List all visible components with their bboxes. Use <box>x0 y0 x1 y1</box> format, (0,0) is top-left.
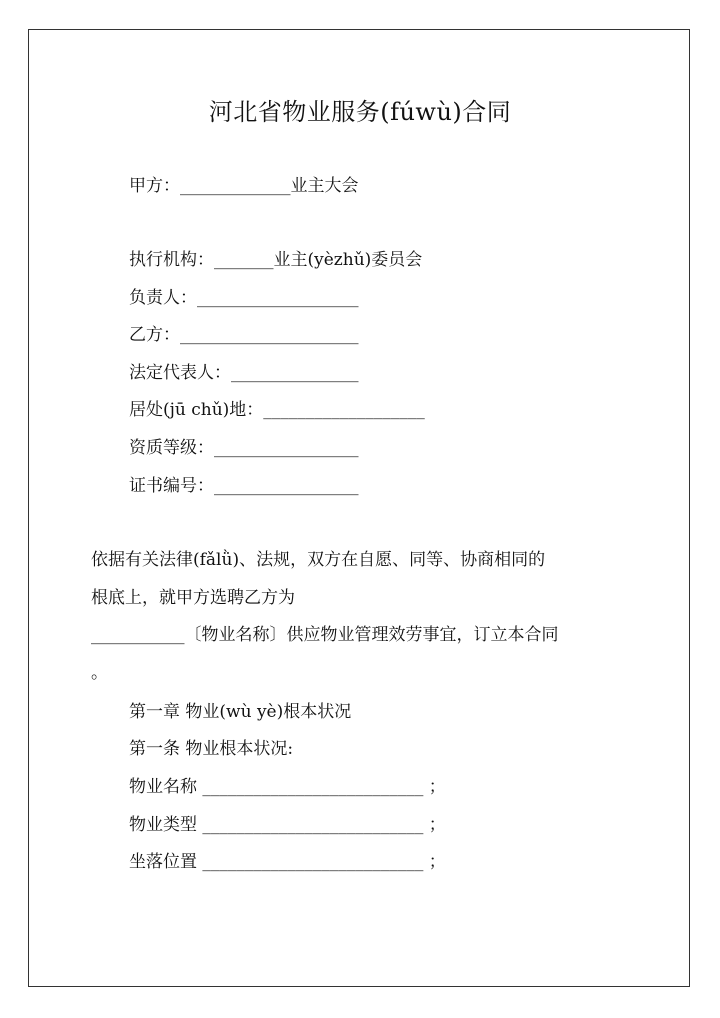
person-in-charge-line: 负责人：___________________ <box>129 288 359 308</box>
chapter-heading: 第一章 物业(wù yè)根本状况 <box>129 702 352 722</box>
qualification-line: 资质等级：_________________ <box>129 438 359 458</box>
party-a-line: 甲方：_____________业主大会 <box>129 176 359 196</box>
certificate-no-line: 证书编号：_________________ <box>129 476 359 496</box>
address-line: 居处(jū chǔ)地：___________________ <box>129 400 425 420</box>
article-heading: 第一条 物业根本状况: <box>129 739 294 759</box>
property-name-field: 物业名称 __________________________ ； <box>129 777 446 797</box>
preamble-line-3: ___________〔物业名称〕供应物业管理效劳事宜，订立本合同 <box>91 625 559 645</box>
location-field: 坐落位置 __________________________ ； <box>129 852 446 872</box>
preamble-line-2: 根底上，就甲方选聘乙方为 <box>91 588 295 608</box>
preamble-line-1: 依据有关法律(fǎlǜ)、法规，双方在自愿、同等、协商相同的 <box>91 550 546 570</box>
legal-rep-line: 法定代表人：_______________ <box>129 363 359 383</box>
party-b-line: 乙方：_____________________ <box>129 325 359 345</box>
property-type-field: 物业类型 __________________________ ； <box>129 815 446 835</box>
preamble-line-4: 。 <box>91 663 108 683</box>
page-border <box>28 29 690 987</box>
executor-line: 执行机构：_______业主(yèzhǔ)委员会 <box>129 250 423 270</box>
contract-title: 河北省物业服务(fúwù)合同 <box>208 98 512 126</box>
